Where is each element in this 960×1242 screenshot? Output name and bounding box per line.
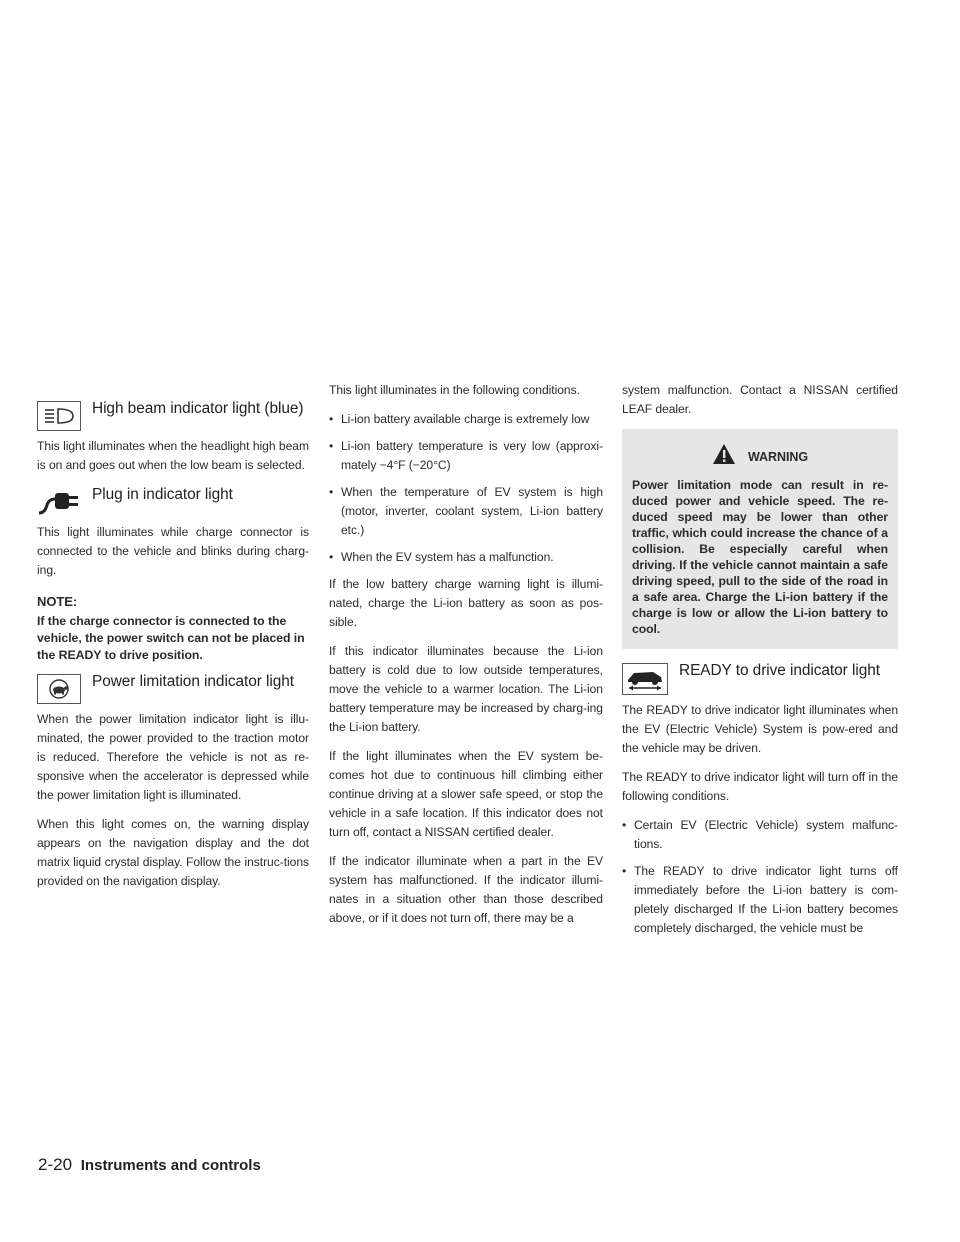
plug-in-heading — [37, 485, 309, 517]
high-beam-icon — [37, 401, 81, 431]
paragraph: If this indicator illuminates because the Li-ion battery is cold due to low outside temperatures, move the vehicle to a warmer location. The Li-ion battery temperature may be increased by charg-ing the Li-ion battery. — [329, 644, 603, 734]
column-left — [37, 399, 309, 901]
ready-text-1: The READY to drive indicator light illuminates when the EV (Electric Vehicle) System is pow-ered and the vehicle may be driven. — [622, 703, 898, 755]
column-middle — [329, 381, 603, 938]
warning-box — [622, 429, 898, 649]
paragraph: If the indicator illuminate when a part in the EV system has malfunctioned. If the indicator illumi-nates in a situation other than those described above, or if it does not turn off, there may be a — [329, 854, 603, 925]
note-text: If the charge connector is connected to the vehicle, the power switch can not be placed in the READY to drive position. — [37, 614, 305, 662]
section-title: Instruments and controls — [80, 1157, 261, 1174]
warning-text: Power limitation mode can result in re-duced power and vehicle speed. The re-duced speed may be lower than other traffic, which could increase the chance of a collision. Be especially careful when driving. If the vehicle cannot maintain a safe driving speed, pull to the side of the road in a safe area. Charge the Li-ion battery if the charge is low or allow the Li-ion battery to cool. — [632, 478, 888, 636]
plug-in-text: This light illuminates while charge connector is connected to the vehicle and blinks during charg-ing. — [37, 525, 309, 577]
plug-in-title: Plug in indicator light — [92, 486, 233, 503]
ready-text-2: The READY to drive indicator light will turn off in the following conditions. — [622, 770, 898, 803]
power-limit-heading — [37, 672, 309, 704]
list-item: • When the EV system has a malfunction. — [329, 548, 603, 567]
ready-title: READY to drive indicator light — [679, 662, 880, 679]
list-item: • Li-ion battery available charge is extremely low — [329, 410, 603, 429]
high-beam-heading — [37, 399, 309, 431]
conditions-intro: This light illuminates in the following conditions. — [329, 383, 580, 397]
power-limit-text-2: When this light comes on, the warning display appears on the navigation display and the dot matrix liquid crystal display. Follow the instruc-tions provided on the navigation display. — [37, 817, 309, 888]
car-ready-icon — [622, 663, 668, 695]
column-right — [622, 381, 898, 946]
list-item: • When the temperature of EV system is high (motor, inverter, coolant system, Li-ion battery etc.) — [329, 483, 603, 540]
warning-label: WARNING — [747, 449, 809, 464]
paragraph: system malfunction. Contact a NISSAN certified LEAF dealer. — [622, 383, 898, 416]
warning-header — [632, 443, 888, 471]
ready-conditions-list — [622, 816, 898, 938]
page-footer — [38, 1155, 261, 1175]
note-label: NOTE: — [37, 594, 78, 609]
paragraph: If the light illuminates when the EV system be-comes hot due to continuous hill climbing either continue driving at a slower safe speed, or stop the vehicle in a safe location. If this indicator does not turn off, contact a NISSAN certified dealer. — [329, 749, 603, 839]
list-item: • Li-ion battery temperature is very low (approxi-mately −4°F (−20°C) — [329, 437, 603, 475]
warning-icon — [712, 443, 736, 471]
page-number: 2-20 — [38, 1155, 73, 1174]
ready-heading — [622, 661, 898, 695]
turtle-icon — [37, 674, 81, 704]
list-item: • Certain EV (Electric Vehicle) system malfunc-tions. — [622, 816, 898, 854]
list-item: • The READY to drive indicator light turns off immediately before the Li-ion battery is com-pletely discharged If the Li-ion battery becomes completely discharged, the vehicle must be — [622, 862, 898, 938]
conditions-list — [329, 410, 603, 567]
power-limit-text-1: When the power limitation indicator light is illu-minated, the power provided to the traction motor is reduced. Therefore the vehicle is not as re-sponsive when the accelerator is depressed while the power limitation light is illuminated. — [37, 712, 309, 802]
paragraph: If the low battery charge warning light is illumi-nated, charge the Li-ion battery as soon as pos-sible. — [329, 577, 603, 629]
plug-icon — [37, 487, 81, 517]
high-beam-title: High beam indicator light (blue) — [92, 400, 304, 417]
power-limit-title: Power limitation indicator light — [92, 673, 294, 690]
high-beam-text: This light illuminates when the headlight high beam is on and goes out when the low beam is selected. — [37, 439, 309, 472]
